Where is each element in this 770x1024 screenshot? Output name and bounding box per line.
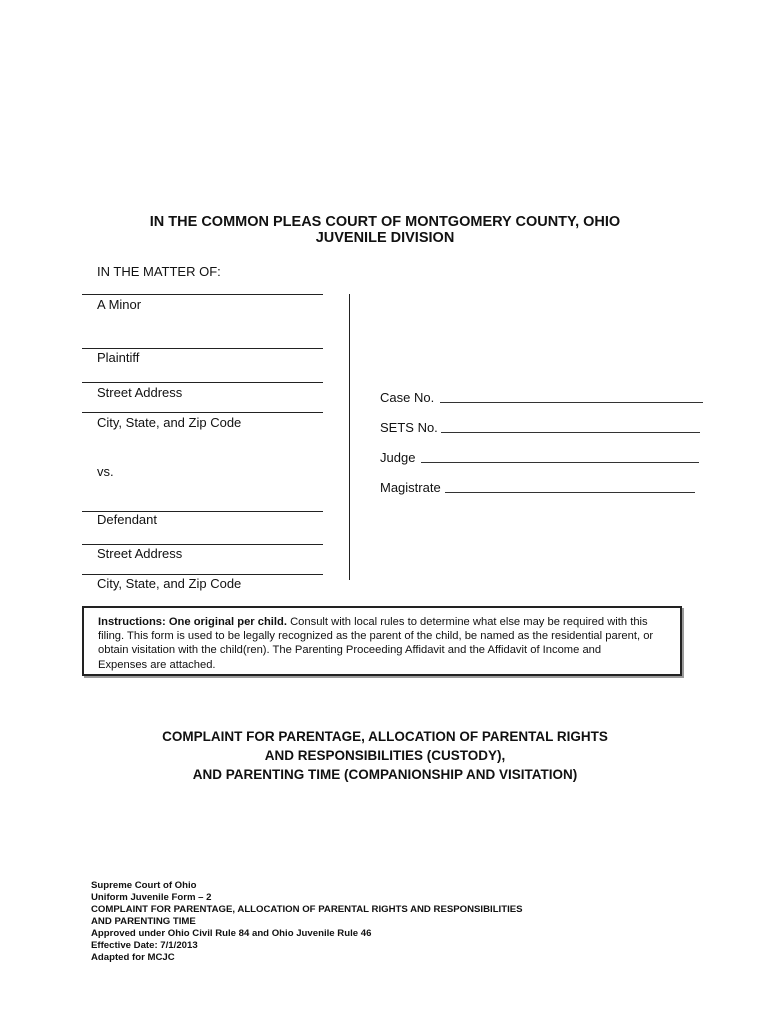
footer-adapted: Adapted for MCJC — [91, 952, 175, 963]
instructions-box — [82, 606, 682, 676]
defendant-label: Defendant — [97, 512, 157, 527]
case-no-field[interactable] — [440, 402, 703, 403]
plaintiff-city-line[interactable] — [82, 412, 323, 413]
magistrate-field[interactable] — [445, 492, 695, 493]
footer-form-number: Uniform Juvenile Form – 2 — [91, 892, 212, 903]
magistrate-label: Magistrate — [380, 480, 441, 495]
footer-effective-date: Effective Date: 7/1/2013 — [91, 940, 198, 951]
sets-no-label: SETS No. — [380, 420, 438, 435]
defendant-street-label: Street Address — [97, 546, 183, 561]
complaint-title-line-2: AND RESPONSIBILITIES (CUSTODY), — [264, 748, 506, 763]
footer-approval: Approved under Ohio Civil Rule 84 and Ohio Juvenile Rule 46 — [91, 928, 372, 939]
court-title: IN THE COMMON PLEAS COURT OF MONTGOMERY COUNTY, OHIO — [149, 214, 621, 230]
plaintiff-name-line[interactable] — [82, 348, 323, 349]
instructions-line-4: Expenses are attached. — [98, 658, 216, 671]
defendant-street-line[interactable] — [82, 544, 323, 545]
defendant-city-label: City, State, and Zip Code — [97, 576, 242, 591]
case-no-label: Case No. — [380, 390, 435, 405]
footer-form-title: COMPLAINT FOR PARENTAGE, ALLOCATION OF PARENTAL RIGHTS AND RESPONSIBILITIES — [91, 904, 523, 915]
plaintiff-street-label: Street Address — [97, 385, 183, 400]
instructions-text-1: Consult with local rules to determine what else may be required with this — [286, 616, 648, 628]
footer-court: Supreme Court of Ohio — [91, 880, 197, 891]
division-title: JUVENILE DIVISION — [315, 230, 455, 246]
instructions-line-3: obtain visitation with the child(ren). The Parenting Proceeding Affidavit and the Affidavit of Income and — [98, 644, 602, 657]
footer-form-title-cont: AND PARENTING TIME — [91, 916, 196, 927]
judge-label: Judge — [380, 450, 416, 465]
caption-divider — [349, 294, 350, 580]
vs-label: vs. — [97, 464, 114, 479]
instructions-line-1 — [98, 615, 670, 629]
judge-field[interactable] — [421, 462, 699, 463]
instructions-lead: Instructions: One original per child. — [98, 616, 287, 628]
matter-label: IN THE MATTER OF: — [97, 264, 221, 279]
plaintiff-city-label: City, State, and Zip Code — [97, 415, 242, 430]
plaintiff-street-line[interactable] — [82, 382, 323, 383]
instructions-line-2: filing. This form is used to be legally recognized as the parent of the child, be named as the residential parent, or — [98, 630, 654, 643]
complaint-title-line-3: AND PARENTING TIME (COMPANIONSHIP AND VISITATION) — [192, 767, 578, 782]
plaintiff-label: Plaintiff — [97, 350, 140, 365]
defendant-city-line[interactable] — [82, 574, 323, 575]
minor-label: A Minor — [97, 297, 142, 312]
sets-no-field[interactable] — [441, 432, 700, 433]
minor-name-line[interactable] — [82, 294, 323, 295]
complaint-title-line-1: COMPLAINT FOR PARENTAGE, ALLOCATION OF PARENTAL RIGHTS — [162, 729, 608, 744]
